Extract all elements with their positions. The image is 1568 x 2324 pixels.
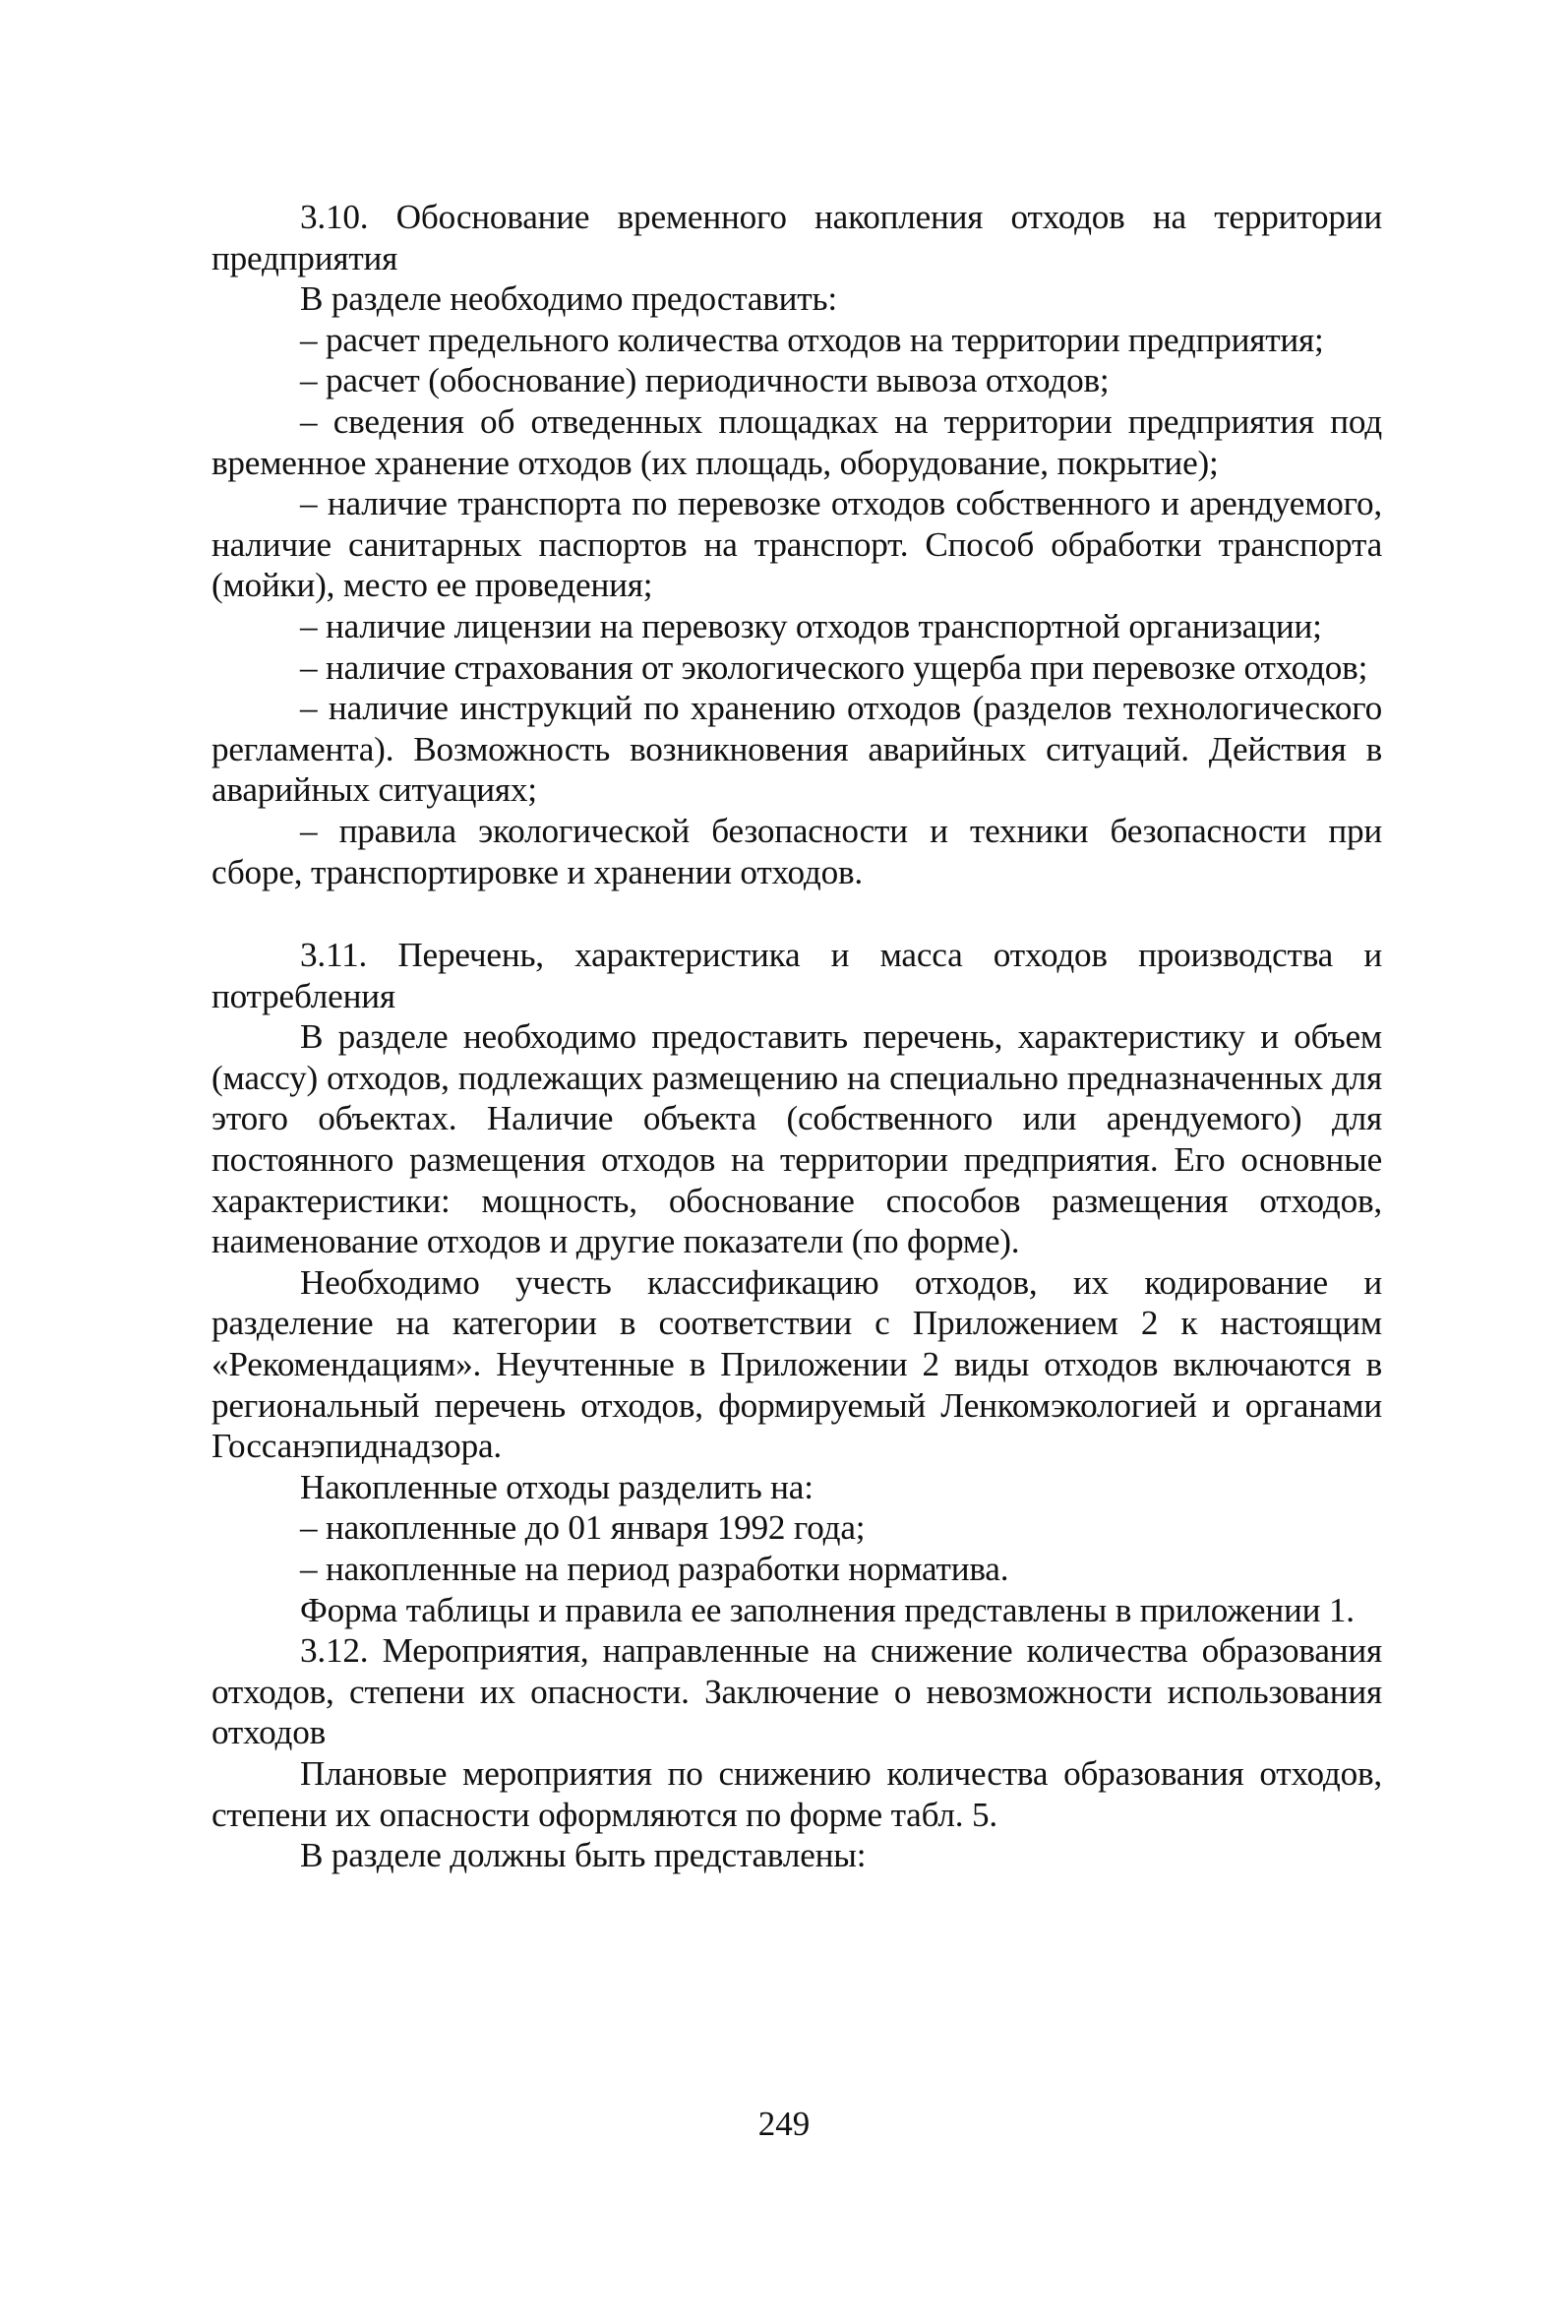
list-item: – расчет предельного количества отходов на территории предприятия; — [300, 320, 1324, 359]
paragraph: В разделе необходимо предоставить: — [300, 279, 837, 319]
page-text — [211, 197, 1382, 1876]
list-item: – наличие лицензии на перевозку отходов транспортной организации; — [300, 606, 1322, 645]
paragraph: Плановые мероприятия по снижению количества образования отходов, степени их опасности оформляются по форме табл. 5. — [211, 1753, 1382, 1834]
list-item: – наличие страхования от экологического ущерба при перевозке отходов; — [300, 647, 1368, 687]
list-item: – сведения об отведенных площадках на территории предприятия под временное хранение отходов (их площадь, оборудование, покрытие); — [211, 401, 1382, 482]
list-item: – расчет (обоснование) периодичности вывоза отходов; — [300, 361, 1110, 400]
section-heading-3-10: 3.10. Обоснование временного накопления отходов на территории предприятия — [211, 198, 1382, 277]
paragraph: Необходимо учесть классификацию отходов, их кодирование и разделение на категории в соответствии с Приложением 2 к настоящим «Рекомендациям». Неучтенные в Приложении 2 виды отходов включаются в региональный перечень отходов, формируемый Ленкомэкологией и органами Госсанэпиднадзора. — [211, 1262, 1382, 1466]
paragraph: Накопленные отходы разделить на: — [300, 1467, 814, 1506]
paragraph: В разделе необходимо предоставить перечень, характеристику и объем (массу) отходов, подлежащих размещению на специально предназначенных для этого объектах. Наличие объекта (собственного или арендуемого) для постоянного размещения отходов на территории предприятия. Его основные характеристики: мощность, обоснование способов размещения отходов, наименование отходов и другие показатели (по форме). — [211, 1017, 1382, 1261]
list-item: – наличие инструкций по хранению отходов (разделов технологического регламента). Возможность возникновения аварийных ситуаций. Действия в аварийных ситуациях; — [211, 689, 1382, 810]
page-number: 249 — [757, 2105, 811, 2143]
list-item: – накопленные на период разработки норматива. — [300, 1550, 1009, 1588]
section-spacer — [211, 892, 1382, 935]
paragraph: В разделе должны быть представлены: — [300, 1836, 867, 1875]
section-heading-3-12: 3.12. Мероприятия, направленные на снижение количества образования отходов, степени их опасности. Заключение о невозможности использования отходов — [211, 1631, 1382, 1752]
list-item: – правила экологической безопасности и техники безопасности при сборе, транспортировке и хранении отходов. — [211, 811, 1382, 891]
list-item: – накопленные до 01 января 1992 года; — [300, 1508, 866, 1548]
paragraph: Форма таблицы и правила ее заполнения представлены в приложении 1. — [300, 1590, 1355, 1629]
section-heading-3-11: 3.11. Перечень, характеристика и масса отходов производства и потребления — [211, 936, 1382, 1015]
list-item: – наличие транспорта по перевозке отходов собственного и арендуемого, наличие санитарных паспортов на транспорт. Способ обработки транспорта (мойки), место ее проведения; — [211, 484, 1382, 605]
